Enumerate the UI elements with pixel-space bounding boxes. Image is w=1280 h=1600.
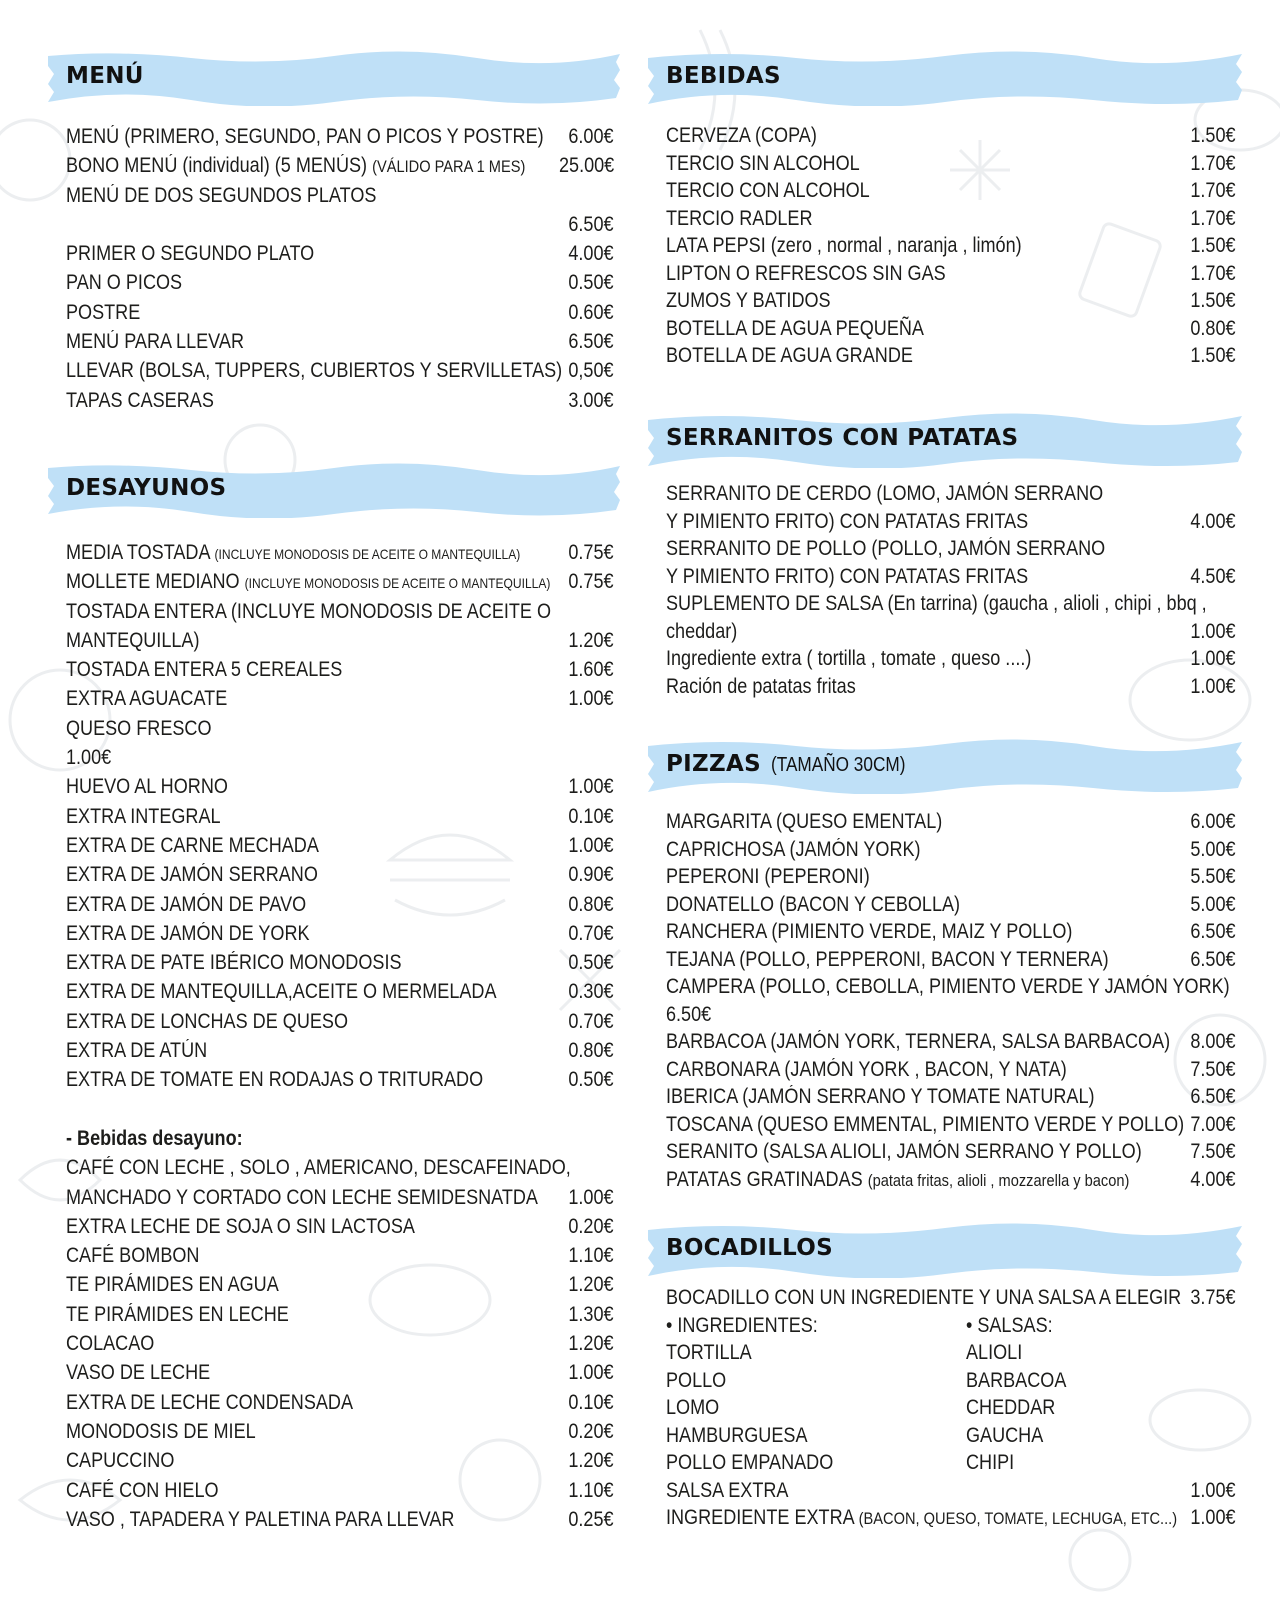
item-label: EXTRA AGUACATE — [66, 687, 228, 711]
item-label: MONODOSIS DE MIEL — [66, 1419, 256, 1443]
item-price: 0.20€ — [568, 1419, 614, 1443]
item-price: 0.25€ — [568, 1507, 614, 1531]
bebidas-title: BEBIDAS — [666, 63, 781, 89]
item-price: 1.00€ — [1190, 1478, 1236, 1502]
desayunos-section — [48, 462, 620, 1092]
item-label: SERRANITO DE POLLO (POLLO, JAMÓN SERRANO — [666, 537, 1106, 560]
ingredient: HAMBURGUESA — [666, 1423, 808, 1447]
menu-item — [666, 891, 1236, 919]
item-label: QUESO FRESCO — [66, 716, 212, 740]
menu-item — [66, 1358, 614, 1387]
menu-item — [66, 1388, 614, 1417]
item-label: PRIMER O SEGUNDO PLATO — [66, 242, 315, 266]
menu-item — [666, 1056, 1236, 1084]
menu-item — [66, 538, 614, 567]
menu-item — [66, 626, 614, 655]
item-label: TEJANA (POLLO, PEPPERONI, BACON Y TERNERA) — [666, 947, 1109, 971]
item-label: RANCHERA (PIMIENTO VERDE, MAIZ Y POLLO) — [666, 920, 1073, 943]
item-price: 5.50€ — [1190, 865, 1236, 888]
menu-item — [66, 860, 614, 889]
item-label: BOTELLA DE AGUA PEQUEÑA — [666, 316, 924, 340]
menu-item — [666, 508, 1236, 536]
item-label: SERRANITO DE CERDO (LOMO, JAMÓN SERRANO — [666, 482, 1104, 505]
menu-item — [666, 232, 1236, 260]
item-label: TERCIO CON ALCOHOL — [666, 179, 870, 202]
menu-item — [666, 177, 1236, 205]
item-label: LATA PEPSI (zero , normal , naranja , limón) — [666, 234, 1022, 257]
item-price: 1.20€ — [568, 628, 614, 652]
menu-item — [666, 480, 1236, 508]
item-label: LIPTON O REFRESCOS SIN GAS — [666, 261, 946, 285]
item-price: 1.00€ — [1190, 674, 1236, 698]
item-note: (patata fritas, alioli , mozzarella y bacon) — [867, 1170, 1130, 1190]
item-label: EXTRA DE JAMÓN DE YORK — [66, 921, 310, 945]
item-price: 0.90€ — [568, 863, 614, 887]
item-label-main: MOLLETE MEDIANO — [66, 570, 240, 594]
menu-item — [66, 210, 614, 239]
item-price: 1.50€ — [1190, 124, 1236, 147]
item-price: 7.00€ — [1190, 1112, 1236, 1136]
item-price: 1.00€ — [568, 1185, 614, 1209]
item-price: 1.10€ — [568, 1478, 614, 1502]
menu-item — [66, 1065, 614, 1094]
item-label: PEPERONI (PEPERONI) — [666, 865, 870, 888]
menu-item — [666, 1028, 1236, 1056]
item-price: 1.50€ — [1190, 344, 1236, 367]
menu-item — [66, 948, 614, 977]
item-price: 0.75€ — [568, 570, 614, 594]
item-label: PAN O PICOS — [66, 271, 183, 295]
menu-item — [666, 1284, 1236, 1312]
menu-item — [666, 645, 1236, 673]
menu-item — [66, 567, 614, 596]
item-price: 6.50€ — [1190, 947, 1236, 971]
desayunos-title: DESAYUNOS — [66, 475, 227, 501]
menu-item — [666, 808, 1236, 836]
item-price: 4.00€ — [568, 242, 614, 266]
sauce: BARBACOA — [966, 1368, 1067, 1392]
item-price: 3.00€ — [568, 388, 614, 412]
item-price: 5.00€ — [1190, 837, 1236, 861]
sauce: ALIOLI — [966, 1341, 1023, 1364]
menu-item — [666, 590, 1236, 618]
item-price: 4.00€ — [1190, 1167, 1236, 1191]
menu-item — [66, 772, 614, 801]
bocadillos-title: BOCADILLOS — [666, 1235, 834, 1261]
menu-item — [66, 1329, 614, 1358]
menu-item — [66, 831, 614, 860]
item-price: 0.10€ — [568, 804, 614, 828]
menu-item — [666, 946, 1236, 974]
item-label-main: PATATAS GRATINADAS — [666, 1167, 863, 1191]
ingredient: TORTILLA — [666, 1341, 752, 1364]
menu-item — [66, 327, 614, 356]
item-price: 1.00€ — [1190, 1506, 1236, 1529]
item-price: 0.80€ — [1190, 316, 1236, 340]
menu-item — [666, 260, 1236, 288]
menu-item — [66, 1446, 614, 1475]
menu-item — [666, 836, 1236, 864]
menu-item — [66, 1153, 614, 1182]
bebidas-section — [648, 50, 1242, 367]
menu-item — [666, 673, 1236, 701]
pizzas-items — [666, 808, 1236, 1193]
item-price: 1.20€ — [568, 1449, 614, 1473]
item-price: 1.00€ — [1190, 647, 1236, 670]
menu-item — [66, 597, 614, 626]
item-price: 1.20€ — [568, 1332, 614, 1356]
item-price: 0,50€ — [568, 359, 614, 383]
desayunos-items — [66, 538, 614, 1095]
item-label: MENÚ (PRIMERO, SEGUNDO, PAN O PICOS Y POSTRE) — [66, 125, 544, 148]
menu-item — [666, 563, 1236, 591]
menu-item — [66, 298, 614, 327]
menu-item — [66, 268, 614, 297]
item-label: Ración de patatas fritas — [666, 674, 856, 698]
menu-item — [66, 655, 614, 684]
options-row — [666, 1339, 1236, 1367]
item-price: 0.75€ — [568, 541, 614, 564]
item-label: CAFÉ BOMBON — [66, 1244, 200, 1268]
menu-item — [666, 315, 1236, 343]
menu-item — [666, 205, 1236, 233]
item-label: MENÚ DE DOS SEGUNDOS PLATOS — [66, 183, 377, 207]
item-label — [666, 1166, 1129, 1195]
item-price: 6.50€ — [568, 212, 614, 236]
sauce: GAUCHA — [966, 1423, 1044, 1447]
item-price: 0.80€ — [568, 1039, 614, 1063]
item-label: EXTRA DE PATE IBÉRICO MONODOSIS — [66, 951, 402, 975]
item-label: EXTRA DE CARNE MECHADA — [66, 833, 319, 857]
item-label: TE PIRÁMIDES EN AGUA — [66, 1273, 279, 1297]
item-price: 1.20€ — [568, 1273, 614, 1297]
ingredient: POLLO EMPANADO — [666, 1451, 834, 1474]
item-price: 7.50€ — [1190, 1140, 1236, 1163]
item-label: COLACAO — [66, 1332, 155, 1356]
menu-item — [666, 1138, 1236, 1166]
item-price: 6.00€ — [1190, 810, 1236, 833]
menu-item — [66, 181, 614, 210]
options-row — [666, 1394, 1236, 1422]
item-label: CERVEZA (COPA) — [666, 124, 817, 147]
menu-item — [66, 151, 614, 180]
menu-item — [66, 1007, 614, 1036]
item-label — [666, 1504, 1177, 1533]
menu-item — [666, 1083, 1236, 1111]
item-label: CAPRICHOSA (JAMÓN YORK) — [666, 837, 921, 861]
item-label: 1.00€ — [66, 746, 112, 770]
menu-item — [66, 239, 614, 268]
item-price: 5.00€ — [1190, 892, 1236, 916]
menu-item — [66, 714, 614, 743]
options-header-row — [666, 1312, 1236, 1340]
item-label: Ingrediente extra ( tortilla , tomate , queso ....) — [666, 647, 1032, 670]
item-label — [66, 151, 525, 181]
item-label: BARBACOA (JAMÓN YORK, TERNERA, SALSA BARBACOA) — [666, 1030, 1171, 1053]
menu-banner — [48, 50, 620, 106]
item-note: (INCLUYE MONODOSIS DE ACEITE O MANTEQUILLA) — [214, 546, 521, 562]
item-label: CAMPERA (POLLO, CEBOLLA, PIMIENTO VERDE Y JAMÓN YORK) — [666, 975, 1230, 998]
item-price: 6.50€ — [568, 330, 614, 354]
item-label — [66, 538, 520, 569]
item-label: EXTRA DE JAMÓN SERRANO — [66, 863, 318, 887]
item-price: 1.50€ — [1190, 234, 1236, 257]
item-label — [66, 567, 550, 598]
menu-item — [666, 863, 1236, 891]
item-label: MANCHADO Y CORTADO CON LECHE SEMIDESNATDA — [66, 1185, 538, 1209]
item-label: TAPAS CASERAS — [66, 388, 214, 412]
item-price: 1.60€ — [568, 658, 614, 682]
item-note: (INCLUYE MONODOSIS DE ACEITE O MANTEQUILLA) — [244, 575, 551, 592]
menu-item — [666, 973, 1236, 1001]
menu-item — [66, 1241, 614, 1270]
item-price: 0.20€ — [568, 1214, 614, 1238]
item-price: 1.70€ — [1190, 151, 1236, 175]
menu-item — [666, 1477, 1236, 1505]
item-price: 4.50€ — [1190, 564, 1236, 588]
menu-item — [666, 342, 1236, 370]
pizzas-title-text: PIZZAS — [666, 751, 761, 777]
serranitos-banner — [648, 412, 1242, 468]
item-label: EXTRA DE JAMÓN DE PAVO — [66, 892, 307, 916]
item-label: TOSTADA ENTERA 5 CEREALES — [66, 658, 343, 682]
menu-item — [666, 1166, 1236, 1194]
item-price: 0.50€ — [568, 1068, 614, 1092]
item-label: Y PIMIENTO FRITO) CON PATATAS FRITAS — [666, 564, 1029, 588]
item-price: 6.50€ — [1190, 1085, 1236, 1108]
item-label: TERCIO SIN ALCOHOL — [666, 151, 860, 175]
menu-item — [66, 1270, 614, 1299]
ingredientes-title: • INGREDIENTES: — [666, 1313, 818, 1337]
item-label-main: BONO MENÚ (individual) (5 MENÚS) — [66, 154, 368, 178]
item-label: cheddar) — [666, 619, 738, 643]
item-label: CAFÉ CON HIELO — [66, 1478, 219, 1502]
item-label: TE PIRÁMIDES EN LECHE — [66, 1302, 289, 1326]
item-price: 6.00€ — [568, 125, 614, 148]
item-price: 0.70€ — [568, 921, 614, 945]
item-price: 0.50€ — [568, 271, 614, 295]
item-label: VASO , TAPADERA Y PALETINA PARA LLEVAR — [66, 1507, 455, 1531]
item-label: LLEVAR (BOLSA, TUPPERS, CUBIERTOS Y SERVILLETAS) — [66, 359, 563, 383]
menu-item — [666, 918, 1236, 946]
item-label: TOSTADA ENTERA (INCLUYE MONODOSIS DE ACEITE O — [66, 599, 552, 623]
bocadillos-banner — [648, 1222, 1242, 1278]
item-price: 1.70€ — [1190, 179, 1236, 202]
menu-item — [66, 386, 614, 415]
salsas-title: • SALSAS: — [966, 1313, 1053, 1337]
pizzas-banner — [648, 738, 1242, 794]
item-label: IBERICA (JAMÓN SERRANO Y TOMATE NATURAL) — [666, 1085, 1095, 1108]
menu-item — [66, 1505, 614, 1534]
menu-items — [66, 122, 614, 415]
item-label: MANTEQUILLA) — [66, 628, 200, 652]
menu-item — [66, 802, 614, 831]
bocadillos-section — [648, 1222, 1242, 1529]
item-label: CAPUCCINO — [66, 1449, 175, 1473]
menu-item — [66, 122, 614, 151]
pizzas-subtitle: (TAMAÑO 30CM) — [770, 754, 906, 776]
item-note: (VÁLIDO PARA 1 MES) — [372, 157, 526, 177]
menu-item — [66, 1212, 614, 1241]
item-price: 0.80€ — [568, 892, 614, 916]
item-label: POSTRE — [66, 300, 141, 324]
bocadillos-items — [666, 1284, 1236, 1532]
item-price: 1.00€ — [568, 1361, 614, 1385]
ingredient: LOMO — [666, 1396, 720, 1419]
item-label: MARGARITA (QUESO EMENTAL) — [666, 810, 943, 833]
item-price: 1.00€ — [568, 833, 614, 857]
menu-item — [66, 1300, 614, 1329]
item-price: 0.10€ — [568, 1390, 614, 1414]
menu-item — [66, 743, 614, 772]
item-price: 1.70€ — [1190, 206, 1236, 230]
menu-item — [666, 287, 1236, 315]
pizzas-title — [666, 749, 927, 780]
options-row — [666, 1422, 1236, 1450]
item-label: HUEVO AL HORNO — [66, 775, 228, 799]
item-label: CARBONARA (JAMÓN YORK , BACON, Y NATA) — [666, 1057, 1067, 1081]
item-label: MENÚ PARA LLEVAR — [66, 330, 244, 354]
serranitos-title: SERRANITOS CON PATATAS — [666, 425, 1019, 451]
menu-title: MENÚ — [66, 63, 144, 89]
item-price: 0.60€ — [568, 300, 614, 324]
menu-item — [66, 684, 614, 713]
item-label: EXTRA DE ATÚN — [66, 1039, 208, 1063]
item-label-main: MEDIA TOSTADA — [66, 541, 210, 564]
item-label: TERCIO RADLER — [666, 206, 813, 230]
menu-item — [66, 977, 614, 1006]
item-price: 1.00€ — [568, 687, 614, 711]
item-label: EXTRA LECHE DE SOJA O SIN LACTOSA — [66, 1214, 415, 1238]
options-row — [666, 1367, 1236, 1395]
item-price: 0.30€ — [568, 980, 614, 1004]
item-label: ZUMOS Y BATIDOS — [666, 289, 831, 312]
serranitos-items — [666, 480, 1236, 700]
item-price: 3.75€ — [1190, 1286, 1236, 1309]
item-price: 4.00€ — [1190, 509, 1236, 533]
item-label: EXTRA INTEGRAL — [66, 804, 221, 828]
ingredient: POLLO — [666, 1368, 727, 1392]
item-price: 0.70€ — [568, 1009, 614, 1033]
item-label-main: INGREDIENTE EXTRA — [666, 1506, 854, 1529]
bebidas-banner — [648, 50, 1242, 106]
item-price: 1.30€ — [568, 1302, 614, 1326]
bebidas-desayuno-items — [66, 1124, 614, 1534]
menu-section — [48, 50, 620, 412]
menu-item — [666, 122, 1236, 150]
item-label: CAFÉ CON LECHE , SOLO , AMERICANO, DESCAFEINADO, — [66, 1156, 571, 1180]
menu-item — [666, 535, 1236, 563]
subsection-title — [66, 1124, 614, 1153]
desayunos-banner — [48, 462, 620, 518]
menu-item — [666, 1001, 1236, 1029]
item-label: BOTELLA DE AGUA GRANDE — [666, 344, 913, 367]
item-label: VASO DE LECHE — [66, 1361, 211, 1385]
item-price: 1.00€ — [568, 775, 614, 799]
menu-item — [66, 890, 614, 919]
bebidas-desayuno-title: - Bebidas desayuno: — [66, 1127, 243, 1150]
menu-item — [666, 618, 1236, 646]
item-price: 8.00€ — [1190, 1030, 1236, 1053]
item-price: 1.10€ — [568, 1244, 614, 1268]
item-label: SALSA EXTRA — [666, 1478, 789, 1502]
serranitos-section — [648, 412, 1242, 698]
item-price: 1.50€ — [1190, 289, 1236, 312]
item-label: Y PIMIENTO FRITO) CON PATATAS FRITAS — [666, 509, 1029, 533]
item-label: SUPLEMENTO DE SALSA (En tarrina) (gaucha , alioli , chipi , bbq , — [666, 592, 1207, 615]
item-label: EXTRA DE LECHE CONDENSADA — [66, 1390, 354, 1414]
menu-item — [66, 356, 614, 385]
item-price: 0.50€ — [568, 951, 614, 975]
item-label: SERANITO (SALSA ALIOLI, JAMÓN SERRANO Y POLLO) — [666, 1140, 1142, 1163]
menu-item — [666, 1504, 1236, 1532]
menu-item — [66, 1476, 614, 1505]
item-label: TOSCANA (QUESO EMMENTAL, PIMIENTO VERDE Y POLLO) — [666, 1112, 1185, 1136]
bebidas-items — [666, 122, 1236, 370]
options-row — [666, 1449, 1236, 1477]
item-price: 25.00€ — [558, 154, 614, 178]
menu-item — [66, 1036, 614, 1065]
sauce: CHEDDAR — [966, 1396, 1056, 1419]
item-price: 7.50€ — [1190, 1057, 1236, 1081]
item-label: 6.50€ — [666, 1002, 712, 1026]
item-label: DONATELLO (BACON Y CEBOLLA) — [666, 892, 961, 916]
sauce: CHIPI — [966, 1451, 1015, 1474]
item-label: EXTRA DE TOMATE EN RODAJAS O TRITURADO — [66, 1068, 484, 1092]
item-price: 1.00€ — [1190, 619, 1236, 643]
item-label: EXTRA DE LONCHAS DE QUESO — [66, 1009, 349, 1033]
item-price: 6.50€ — [1190, 920, 1236, 943]
item-label: BOCADILLO CON UN INGREDIENTE Y UNA SALSA A ELEGIR — [666, 1286, 1182, 1309]
menu-item — [66, 1183, 614, 1212]
item-price: 1.70€ — [1190, 261, 1236, 285]
menu-item — [666, 150, 1236, 178]
menu-item — [66, 1417, 614, 1446]
menu-item — [66, 919, 614, 948]
menu-item — [666, 1111, 1236, 1139]
item-label: EXTRA DE MANTEQUILLA,ACEITE O MERMELADA — [66, 980, 497, 1004]
pizzas-section — [648, 738, 1242, 1191]
item-note: (BACON, QUESO, TOMATE, LECHUGA, ETC...) — [858, 1509, 1178, 1528]
